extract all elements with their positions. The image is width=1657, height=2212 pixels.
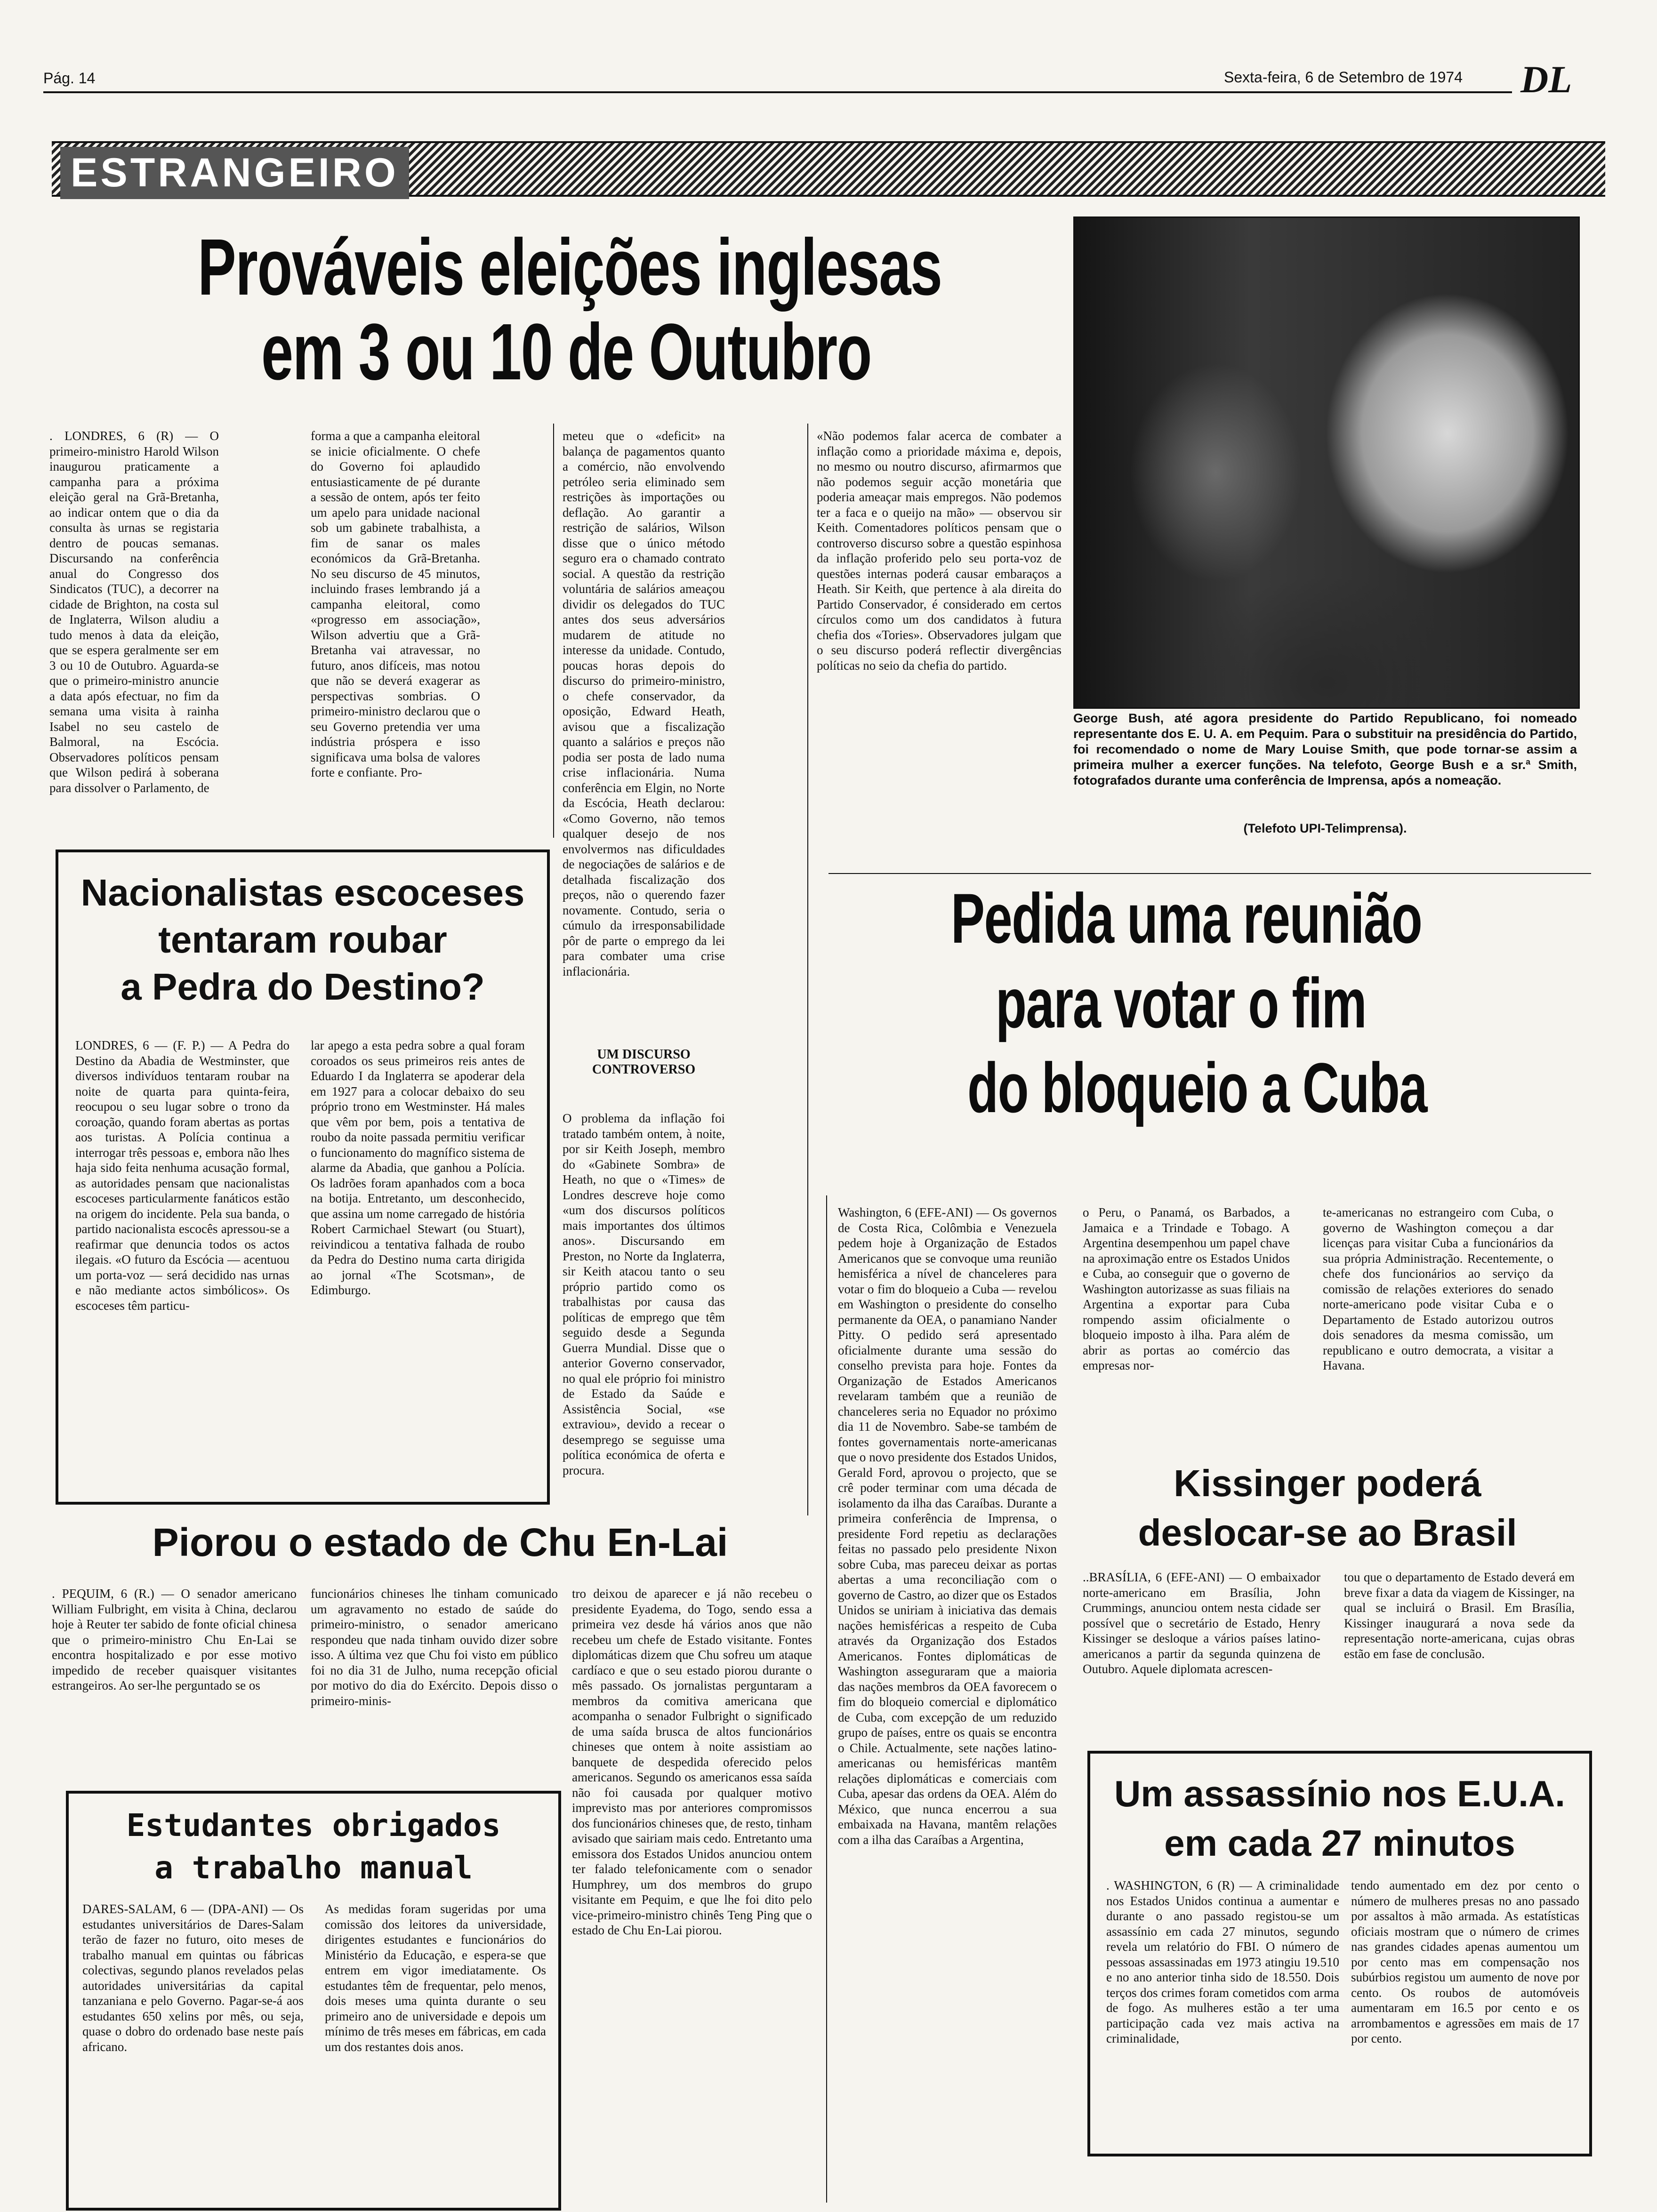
chu-article-column-3: tro deixou de aparecer e já não recebeu o presidente Eyadema, do Togo, sendo essa a primeira vez desde há vários anos que não recebeu um chefe de Estado visitante. Fontes diplomáticas dizem que Chu sofreu um ataque cardíaco e que o seu estado piorou durante o mês passado. Os jornalistas perguntaram a membros da comitiva americana que acompanha o senador Fulbright o significado de uma saída brusca de altos funcionários chineses que ontem à noite assistiam ao banquete de despedida oferecido pelos americanos. Segundo os americanos essa saída não foi causada por qualquer motivo imprevisto mas por anteriores compromissos dos funcionários chineses que, de resto, tinham avisado que sairiam mais cedo. Entretanto uma emissora dos Estados Unidos anunciou ontem ter falado telefonicamente com o senador Humphrey, um dos membros do grupo visitante em Pequim, e que lhe foi dito pelo vice-primeiro-ministro chinês Teng Ping que o estado de Chu En-Lai piorou. (572, 1587, 812, 1937)
column-rule (553, 424, 554, 838)
murder-headline-line-1: Um assassínio nos E.U.A. (1114, 1773, 1565, 1814)
page-number: Pág. 14 (43, 70, 96, 87)
section-band (52, 141, 1605, 197)
main-headline-line-2: em 3 ou 10 de Outubro (261, 307, 871, 397)
cuba-article-column-3: te-americanas no estrangeiro com Cuba, o governo de Washington começou a dar licenças para visitar Cuba a funcionários da sua própria Administração. Recentemente, o chefe dos funcionários ao serviço da comissão de relações exteriores do senado norte-americano pode visitar Cuba e o Departamento de Estado autorizou outros dois senadores da mesma comissão, um republicano e outro democrata, a visitar a Havana. (1323, 1205, 1553, 1372)
column-rule (807, 424, 808, 1515)
photo-caption: George Bush, até agora presidente do Partido Republicano, foi nomeado representante dos E. U. A. em Pequim. Para o substituir na presidência do Partido, foi recomendado o nome de Mary Louise Smith, que pode tornar-se assim a primeira mulher a exercer funções. Na telefoto, George Bush e a sr.ª Smith, fotografados durante uma conferência de Imprensa, após a nomeação. (1073, 711, 1577, 787)
students-article-column-2: As medidas foram sugeridas por uma comissão dos leitores da universidade, dirigentes estudantes e funcionários do Ministério da Educação, e espera-se que entrem em vigor imediatamente. Os estudantes têm de frequentar, pelo menos, dois meses uma quinta durante o seu primeiro ano de universidade e depois um mínimo de três meses em fábricas, em cada um dos restantes dois anos. (325, 1902, 546, 2054)
cuba-article-column-2: o Peru, o Panamá, os Barbados, a Jamaica e a Trindade e Tobago. A Argentina desempenhou um papel chave na aproximação entre os Estados Unidos e Cuba, ao conseguir que o governo de Washington autorizasse as suas filiais na Argentina a exportar para Cuba rompendo assim oficialmente o bloqueio imposto à ilha. Para além de abrir as portas ao comércio das empresas nor- (1083, 1205, 1290, 1372)
students-article-column-1: DARES-SALAM, 6 — (DPA-ANI) — Os estudantes universitários de Dares-Salam terão de fazer no futuro, oito meses de trabalho manual em quintas ou fábricas colectivas, segundo planos revelados pelas autoridades universitárias da capital tanzaniana e pelo Governo. Pagar-se-á aos estudantes 650 xelins por mês, ou seja, quase o dobro do ordenado base neste país africano. (82, 1902, 304, 2054)
scots-headline-line-2: tentaram roubar (158, 919, 447, 961)
kissinger-article-column-1: ..BRASÍLIA, 6 (EFE-ANI) — O embaixador norte-americano em Brasília, John Crummings, anunciou ontem nesta cidade ser possível que o secretário de Estado, Henry Kissinger se desloque a vários países latino-americanos a partir da segunda quinzena de Outubro. Aquele diplomata acrescen- (1083, 1570, 1320, 1676)
murder-article-column-2: tendo aumentado em dez por cento o número de mulheres presas no ano passado por assaltos à mão armada. As estatísticas oficiais mostram que o número de crimes nas grandes cidades apenas aumentou um por cento mas em compensação nos subúrbios registou um aumento de nove por cento. Os roubos de automóveis aumentaram em 16.5 por cento e os arrombamentos e agressões em mais de 17 por cento. (1351, 1878, 1579, 2045)
newspaper-logo: DL (1520, 58, 1572, 101)
masthead-rule (43, 91, 1512, 93)
section-divider-rule (828, 873, 1591, 874)
murder-article-column-1: . WASHINGTON, 6 (R) — A criminalidade nos Estados Unidos continua a aumentar e durante o ano passado registou-se um assassínio em cada 27 minutos, segundo revela um relatório do FBI. O número de pessoas assassinadas em 1973 atingiu 19.510 e no ano anterior tinha sido de 18.550. Dois terços dos crimes foram cometidos com arma de fogo. As mulheres estão a ter uma participação cada vez mais activa na criminalidade, (1106, 1878, 1339, 2045)
scots-headline-line-1: Nacionalistas escoceses (80, 872, 525, 914)
scots-article-column-1: LONDRES, 6 — (F. P.) — A Pedra do Destino da Abadia de Westminster, que diversos indivíduos tentaram roubar na noite de quarta para quinta-feira, reocupou o seu lugar sobre o trono da coroação, quando foram abertas as portas aos turistas. A Polícia continua a interrogar três pessoas e, embora não lhes haja sido feita nenhuma acusação formal, as autoridades pensam que nacionalistas escoceses particularmente fanáticos estão na origem do incidente. Pela sua banda, o partido nacionalista escocês apressou-se a reafirmar que denuncia todos os actos ilegais. «O futuro da Escócia — acentuou um porta-voz — será decidido nas urnas e não mediante actos simbólicos». Os escoceses têm particu- (75, 1038, 290, 1313)
photo-credit: (Telefoto UPI-Telimprensa). (1243, 821, 1407, 835)
news-photo (1073, 216, 1580, 709)
cuba-headline-line-2: para votar o fim (996, 963, 1367, 1042)
chu-headline: Piorou o estado de Chu En-Lai (152, 1520, 728, 1564)
kissinger-headline-line-2: deslocar-se ao Brasil (1138, 1512, 1517, 1554)
students-headline-line-2: a trabalho manual (154, 1850, 473, 1886)
main-article-subhead: UM DISCURSO CONTROVERSO (592, 1047, 696, 1077)
main-article-column-2: forma a que a campanha eleitoral se inicie oficialmente. O chefe do Governo foi aplaudido entusiasticamente de pé durante a sessão de ontem, após ter feito um apelo para unidade nacional sob um gabinete trabalhista, a fim de sanar os males económicos da Grã-Bretanha. No seu discurso de 45 minutos, incluindo frases lembrando já a campanha eleitoral, como «progresso em associação», Wilson advertiu que a Grã-Bretanha vai atravessar, no futuro, anos difíceis, mas notou que não se deverá exagerar as perspectivas sombrias. O primeiro-ministro declarou que o seu Governo pretendia ver uma indústria próspera e isso significava uma bolsa de valores forte e confiante. Pro- (311, 429, 480, 779)
cuba-article-column-1: Washington, 6 (EFE-ANI) — Os governos de Costa Rica, Colômbia e Venezuela pedem hoje à Organização de Estados Americanos que se convoque uma reunião hemisférica a nível de chanceleres para votar o fim do bloqueio a Cuba — revelou em Washington o presidente do conselho permanente da OEA, o panamiano Nander Pitty. O pedido será apresentado oficialmente durante uma sessão do conselho prevista para hoje. Fontes da Organização de Estados Americanos revelaram também que a reunião de chanceleres seria no Equador no próximo dia 11 de Novembro. Sabe-se também de fontes governamentais norte-americanas que o novo presidente dos Estados Unidos, Gerald Ford, aprovou o projecto, que se crê poder terminar com uma década de isolamento da ilha das Caraíbas. Durante a primeira conferência de Imprensa, o presidente Ford repetiu as declarações feitas no passado pelo presidente Nixon sobre Cuba, mas pareceu deixar as portas abertas a uma reconciliação com o governo de Castro, ao dizer que os Estados Unidos se uniriam à iniciativa das demais nações hemisféricas a respeito de Cuba através da Organização dos Estados Americanos. Fontes diplomáticas de Washington asseguraram que a maioria das nações membros da OEA favorecem o fim do bloqueio comercial e diplomático de Cuba, com excepção de um reduzido grupo de países, entre os quais se encontra o Chile. Actualmente, sete nações latino-americanas ou hemisféricas mantêm relações diplomáticas e comerciais com Cuba, apesar das ordens da OEA. Além do México, que nunca encerrou a sua embaixada na Havana, mantêm relações com a ilha das Caraíbas a Argentina, (838, 1205, 1057, 1847)
main-article-column-3: meteu que o «deficit» na balança de pagamentos quanto a comércio, não envolvendo petróleo seria eliminado sem restrições às importações ou deflação. Ao garantir a restrição de salários, Wilson disse que o único método seguro era o chamado contrato social. A questão da restrição voluntária de salários ameaçou dividir os delegados do TUC antes dos seus adversários mudarem de atitude no interesse da unidade. Contudo, poucas horas depois do discurso do primeiro-ministro, o chefe conservador, da oposição, Edward Heath, avisou que a fiscalização quanto a salários e preços não podia ser posta de lado numa crise inflacionária. Numa conferência em Elgin, no Norte da Escócia, Heath declarou: «Como Governo, não temos qualquer desejo de nos envolvermos nas dificuldades de negociações de salários e de detalhada fiscalização dos preços, não o querendo fazer novamente. Contudo, seria o cúmulo da irresponsabilidade pôr de parte o emprego da lei para combater uma crise inflacionária. (563, 429, 725, 978)
main-article-column-4: «Não podemos falar acerca de combater a inflação como a prioridade máxima e, depois, no mesmo ou noutro discurso, afirmarmos que não podemos seguir acção monetária que poderia ameaçar mais empregos. Não podemos ter a faca e o queijo na mão» — observou sir Keith. Comentadores políticos pensam que o controverso discurso sobre a questão espinhosa da inflação proferido pelo seu porta-voz de questões internas poderá causar embaraços a Heath. Sir Keith, que pertence à ala direita do Partido Conservador, é considerado em certos círculos como um dos candidatos à futura chefia dos «Tories». Observadores julgam que o seu discurso poderá reflectir divergências políticas no seio da chefia do partido. (817, 429, 1062, 673)
column-rule (826, 1195, 827, 2203)
cuba-headline-line-3: do bloqueio a Cuba (967, 1048, 1427, 1127)
main-article-column-1: . LONDRES, 6 (R) — O primeiro-ministro Harold Wilson inaugurou praticamente a campanha para a próxima eleição geral na Grã-Bretanha, ao indicar ontem que o dia da consulta às urnas se registaria dentro de poucas semanas. Discursando na conferência anual do Congresso dos Sindicatos (TUC), a decorrer na cidade de Brighton, na costa sul de Inglaterra, Wilson aludiu a tudo menos à data da eleição, que se espera geralmente ser em 3 ou 10 de Outubro. Aguarda-se que o primeiro-ministro anuncie a data após efectuar, no fim da semana uma visita à rainha Isabel no seu castelo de Balmoral, na Escócia. Observadores políticos pensam que Wilson pedirá à soberana para dissolver o Parlamento, de (49, 429, 219, 795)
students-headline-line-1: Estudantes obrigados (126, 1807, 501, 1843)
kissinger-headline-line-1: Kissinger poderá (1174, 1462, 1481, 1504)
main-headline-line-1: Prováveis eleições inglesas (198, 223, 942, 312)
section-label: ESTRANGEIRO (60, 147, 409, 199)
murder-headline-line-2: em cada 27 minutos (1164, 1822, 1515, 1864)
scots-article-column-2: lar apego a esta pedra sobre a qual foram coroados os seus primeiros reis antes de Eduardo I da Inglaterra se apoderar dela em 1927 para a colocar debaixo do seu próprio trono em Westminster. Há males que vêm por bem, pois a tentativa de roubo da noite passada permitiu verificar o funcionamento do magnífico sistema de alarme da Abadia, que ganhou a Polícia. Os ladrões foram apanhados com a boca na botija. Entretanto, um desconhecido, que assina um nome carregado de história Robert Carmichael Stewart (ou Stuart), reivindicou a tentativa falhada de roubo da Pedra do Destino numa carta dirigida ao jornal «The Scotsman», de Edimburgo. (311, 1038, 525, 1297)
main-article-column-3b: O problema da inflação foi tratado também ontem, à noite, por sir Keith Joseph, membro do «Gabinete Sombra» de Heath, no que o «Times» de Londres descreve hoje como «um dos discursos políticos mais importantes dos últimos anos». Discursando em Preston, no Norte da Inglaterra, sir Keith atacou tanto o seu próprio partido como os trabalhistas por causa das políticas de emprego que têm seguido desde a Segunda Guerra Mundial. Disse que o anterior Governo conservador, no qual ele próprio foi ministro de Estado da Saúde e Assistência Social, «se extraviou», devido a recear o desemprego se seguisse uma política económica de oferta e procura. (563, 1111, 725, 1477)
chu-article-column-2: funcionários chineses lhe tinham comunicado um agravamento no estado de saúde do primeiro-ministro, o senador americano respondeu que nada tinham ouvido dizer sobre isso. A última vez que Chu foi visto em público foi no dia 31 de Julho, numa recepção oficial por motivo do dia do Exército. Depois disso o primeiro-minis- (311, 1587, 558, 1708)
scots-headline-line-3: a Pedra do Destino? (121, 966, 485, 1008)
kissinger-article-column-2: tou que o departamento de Estado deverá em breve fixar a data da viagem de Kissinger, na qual se incluirá o Brasil. Em Brasília, Kissinger inaugurará a nova sede da representação norte-americana, cujas obras estão em fase de conclusão. (1344, 1570, 1575, 1661)
cuba-headline-line-1: Pedida uma reunião (951, 879, 1422, 958)
chu-article-column-1: . PEQUIM, 6 (R.) — O senador americano William Fulbright, em visita à China, declarou hoje à Reuter ter sabido de fonte oficial chinesa que o primeiro-ministro Chu En-Lai se encontra hospitalizado e por esse motivo impedido de receber quaisquer visitantes estrangeiros. Ao ser-lhe perguntado se os (52, 1587, 297, 1692)
page-date: Sexta-feira, 6 de Setembro de 1974 (1224, 69, 1463, 86)
